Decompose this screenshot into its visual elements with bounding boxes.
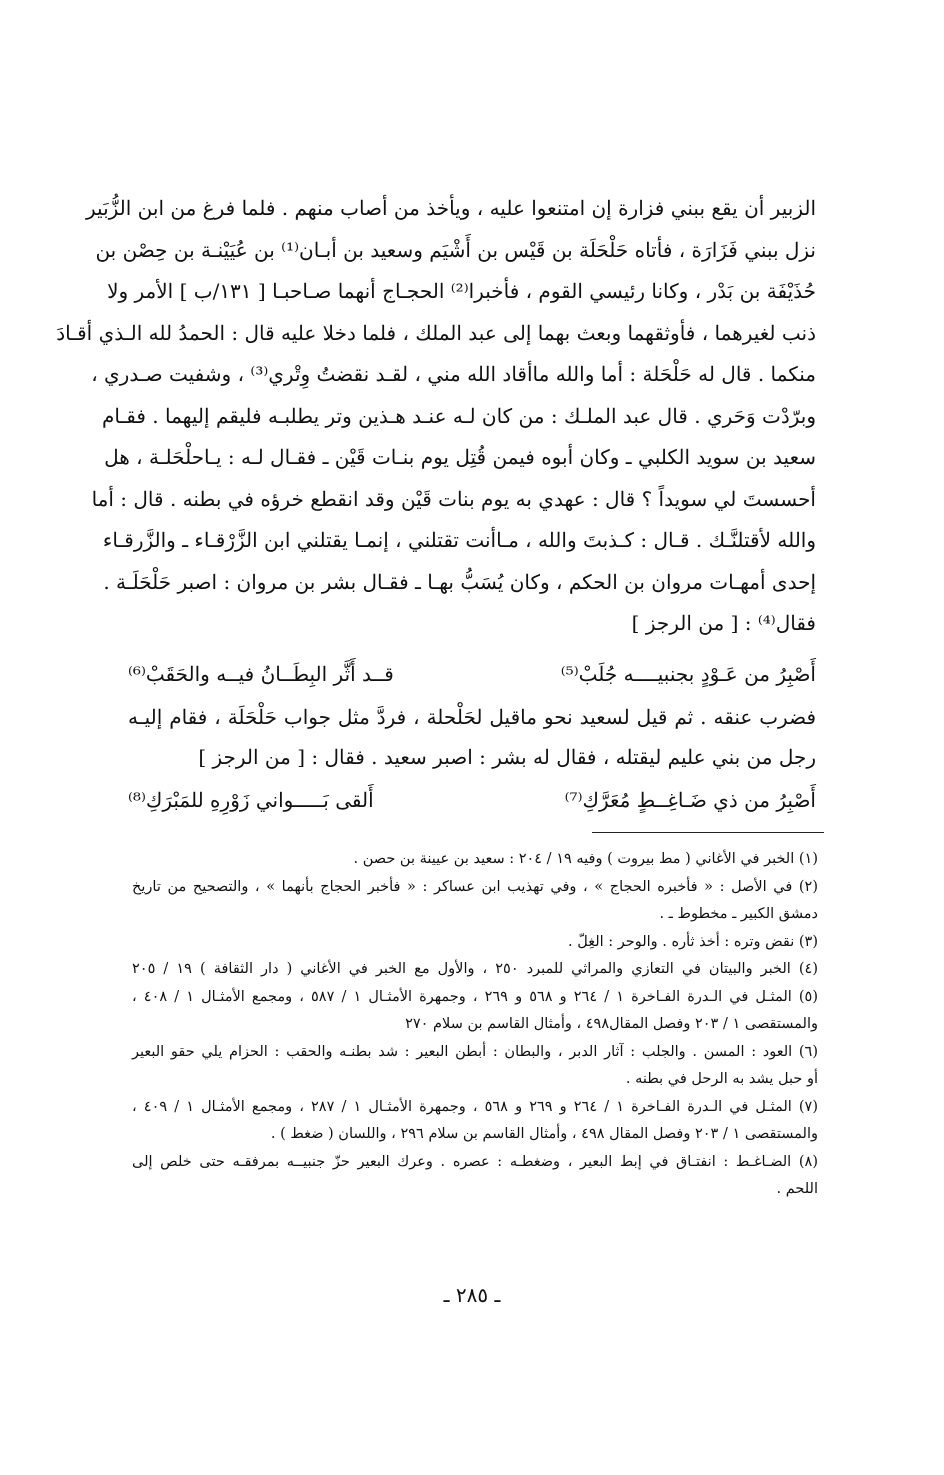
body-line: والله لأقتلنَّـك . قـال : كـذبتَ والله ، مـاأنت تقتلني ، إنمـا يقتلني ابن الزَّرْقـاء ـ والزَّرقـاء	[102, 528, 816, 552]
footnote-6	[132, 1039, 818, 1094]
footnote-line: (٦) العود : المسن . والجلب : آثار الدبر ، والبطان : أبطن البعير : شد بطنـه والحقب : الحزام يلي حقو البعير	[132, 1043, 818, 1060]
body-line: فضرب عنقه . ثم قيل لسعيد نحو ماقيل لحَلْحلة ، فردَّ مثل جواب حَلْحَلَة ، فقام إليـه	[128, 705, 816, 729]
footnote-line: (٤) الخبر والبيتان في التعازي والمراثي للمبرد ٢٥٠ ، والأول مع الخبر في الأغاني ( دار الثقافة ) ١٩ / ٢٠٥	[132, 961, 818, 977]
footnotes	[132, 846, 818, 1204]
footnote-line: (٧) المثـل في الـدرة الفـاخرة ١ / ٢٦٤ و ٢٦٩ و ٥٦٨ ، وجمهرة الأمثـال ١ / ٢٨٧ ، ومجمع الأمثـال ١ / ٤٠٩ ،	[132, 1098, 819, 1115]
body-line: ذنب لغيرهما ، فأوثقهما وبعث بهما إلى عبد الملك ، فلما دخلا عليه قال : الحمدُ لله الـذي أقـادَ	[56, 320, 816, 345]
footnote-line: دمشق الكبير ـ مخطوط ـ .	[659, 906, 818, 922]
body-line: رجل من بني عليم ليقتله ، فقال له بشر : اصبر سعيد . فقال : [ من الرجز ]	[198, 745, 816, 769]
footnote-line: (٨) الضـاغـط : انفتـاق في إبط البعير ، وضغطـه : عصره . وعرك البعير حزّ جنبيــه بمرفقـه حتى خلص إلى	[132, 1153, 818, 1170]
body-line: فقال⁽⁴⁾ : [ من الرجز ]	[631, 611, 816, 635]
body-text-continued	[128, 697, 816, 777]
footnote-3	[132, 929, 818, 957]
page-number: ـ ٢٨٥ ـ	[443, 1283, 501, 1307]
verse-1-first-hemistich: أَصْبِرُ من عَـوْدٍ بجنبيــــه جُلَبْ⁽⁵⁾	[560, 662, 816, 686]
footnote-1	[132, 846, 818, 874]
verse-2-second-hemistich: أَلقى بَـــــواني زَوْرِهِ للمَبْرَكِ⁽⁸⁾	[128, 788, 374, 812]
body-line: وبرّدْت وَحَري . قال عبد الملـك : من كان لـه عنـد هـذين وتر يطلبـه فليقم إليهما . فقـام	[101, 403, 816, 428]
footnote-5	[132, 984, 818, 1039]
body-line: إحدى أمهـات مروان بن الحكم ، وكان يُسَبُّ بهـا ـ فقـال بشر بن مروان : اصبر حَلْحَلَـة .	[103, 569, 816, 594]
footnote-7	[132, 1094, 818, 1149]
verse-2-first-hemistich: أَصْبِرُ من ذي ضَـاغِــطٍ مُعَرَّكِ⁽⁷⁾	[564, 788, 816, 812]
footnote-2	[132, 874, 818, 929]
footnote-4	[132, 956, 818, 984]
footnote-line: (٢) في الأصل : « فأخبره الحجاج » ، وفي تهذيب ابن عساكر : « فأخبر الحجاج بأنهما » ، والتصحيح من تاريخ	[132, 878, 818, 895]
footnote-line: أو حبل يشد به الرحل في بطنه .	[625, 1071, 818, 1087]
body-line: حُذَيْفَة بن بَدْر ، وكانا رئيسي القوم ، فأخبرا⁽²⁾ الحجـاج أنهما صـاحبـا [ ١٣١/ب ] الأمر ولا	[107, 279, 816, 303]
verse-1	[128, 654, 816, 694]
body-text	[56, 188, 816, 645]
verse-1-second-hemistich: قــد أَثَّر البِطَــانُ فيــه والحَقَبْ⁽⁶⁾	[128, 662, 394, 686]
footnote-line: (٥) المثـل في الـدرة الفـاخرة ١ / ٢٦٤ و ٥٦٨ و ٢٦٩ ، وجمهرة الأمثـال ١ / ٥٨٧ ، ومجمع الأمثـال ١ / ٤٠٨ ،	[132, 988, 819, 1005]
footnote-line: والمستقصى ١ / ٢٠٣ وفصل المقال ٤٩٨ ، وأمثال القاسم بن سلام ٢٩٦ ، واللسان ( ضغط ) .	[270, 1126, 818, 1142]
body-line: سعيد بن سويد الكلبي ـ وكان أبوه فيمن قُتِل يوم بنـات قَيْن ـ فقـال لـه : يـاحلْحَلـة ، هل	[104, 445, 816, 469]
footnote-line: (١) الخبر في الأغاني ( مط بيروت ) وفيه ١٩ / ٢٠٤ : سعيد بن عيينة بن حصن .	[353, 851, 818, 867]
footnote-divider	[592, 832, 824, 833]
footnote-8	[132, 1149, 818, 1204]
body-line: منكما . قال له حَلْحَلة : أما والله ماأقاد الله مني ، لقـد نقضتُ وِتْري⁽³⁾ ، وشفيت صـدري ،	[91, 362, 816, 386]
body-line: نزل ببني فَزَارَة ، فأتاه حَلْحَلَة بن قَيْس بن أَشْيَم وسعيد بن أبـان⁽¹⁾ بن عُيَيْنـة بن حِصْن بن	[95, 237, 816, 262]
body-line: أحسستَ لي سويداً ؟ قال : عهدي به يوم بنات قَيْن وقد انقطع خرؤه في بطنه . قال : أما	[91, 486, 816, 511]
body-line: الزبير أن يقع ببني فزارة إن امتنعوا عليه ، ويأخذ من أصاب منهم . فلما فرغ من ابن الزُّبَير	[86, 196, 816, 220]
verse-2	[128, 780, 816, 820]
footnote-line: (٣) نقض وتره : أخذ ثأره . والوحر : الغِلّ .	[568, 933, 818, 950]
footnote-line: والمستقصى ١ / ٢٠٣ وفصل المقال٤٩٨ ، وأمثال القاسم بن سلام ٢٧٠	[405, 1016, 818, 1032]
footnote-line: اللحم .	[776, 1181, 818, 1197]
